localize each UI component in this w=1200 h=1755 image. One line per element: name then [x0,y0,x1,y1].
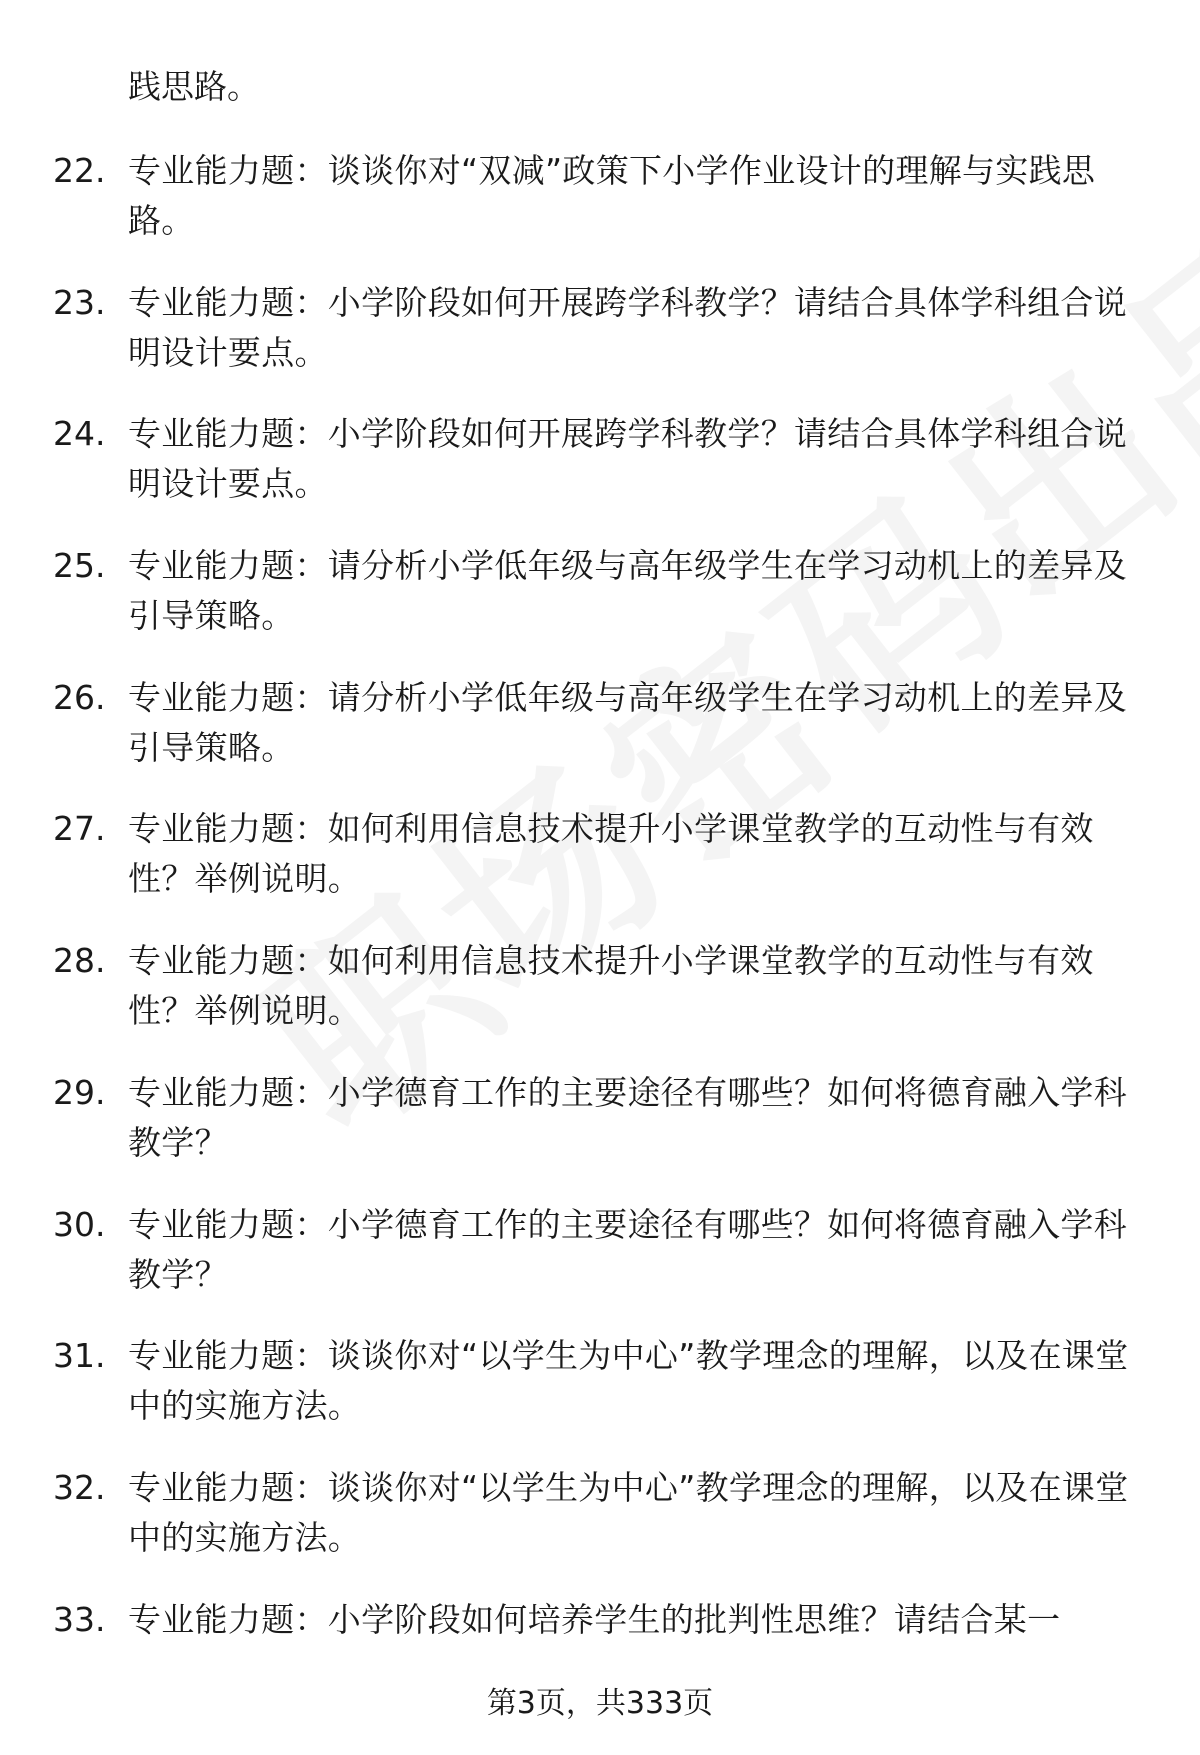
continuation-text: 践思路。 [128,67,260,106]
question-text: 专业能力题：谈谈你对“以学生为中心”教学理念的理解，以及在课堂中的实施方法。 [128,1336,1129,1426]
question-item [0,1463,1200,1595]
question-item [0,146,1200,278]
question-number: 26. [53,677,106,717]
question-text: 专业能力题：谈谈你对“以学生为中心”教学理念的理解，以及在课堂中的实施方法。 [128,1467,1129,1557]
question-number: 28. [53,941,106,981]
question-number: 23. [53,282,106,322]
question-number: 22. [53,151,106,190]
question-item [0,278,1200,410]
question-item [0,673,1200,805]
page-footer: 第3页，共333页 [486,1686,714,1721]
question-number: 31. [53,1336,106,1376]
question-item [0,804,1200,936]
question-text: 专业能力题：小学德育工作的主要途径有哪些？如何将德育融入学科教学？ [128,1072,1127,1162]
question-item [0,1331,1200,1463]
question-text: 专业能力题：如何利用信息技术提升小学课堂教学的互动性与有效性？举例说明。 [128,941,1094,1031]
question-item [0,1200,1200,1332]
question-text: 专业能力题：小学阶段如何开展跨学科教学？请结合具体学科组合说明设计要点。 [128,414,1127,504]
question-text: 专业能力题：请分析小学低年级与高年级学生在学习动机上的差异及引导策略。 [128,546,1127,636]
question-number: 29. [53,1072,106,1112]
question-text: 专业能力题：小学阶段如何开展跨学科教学？请结合具体学科组合说明设计要点。 [128,282,1127,372]
question-number: 27. [53,809,106,849]
question-number: 25. [53,546,106,586]
question-text: 专业能力题：小学阶段如何培养学生的批判性思维？请结合某一 [128,1599,1061,1639]
question-item [0,1068,1200,1200]
question-item [0,936,1200,1068]
question-item [0,541,1200,673]
question-number: 24. [53,414,106,454]
question-list [0,146,1200,1726]
question-text: 专业能力题：如何利用信息技术提升小学课堂教学的互动性与有效性？举例说明。 [128,809,1094,899]
question-number: 30. [53,1204,106,1244]
question-number: 33. [53,1599,106,1639]
question-item [0,409,1200,541]
question-number: 32. [53,1467,106,1507]
question-text: 专业能力题：请分析小学低年级与高年级学生在学习动机上的差异及引导策略。 [128,677,1127,767]
question-text: 专业能力题：谈谈你对“双减”政策下小学作业设计的理解与实践思路。 [128,151,1096,240]
question-text: 专业能力题：小学德育工作的主要途径有哪些？如何将德育融入学科教学？ [128,1204,1127,1294]
